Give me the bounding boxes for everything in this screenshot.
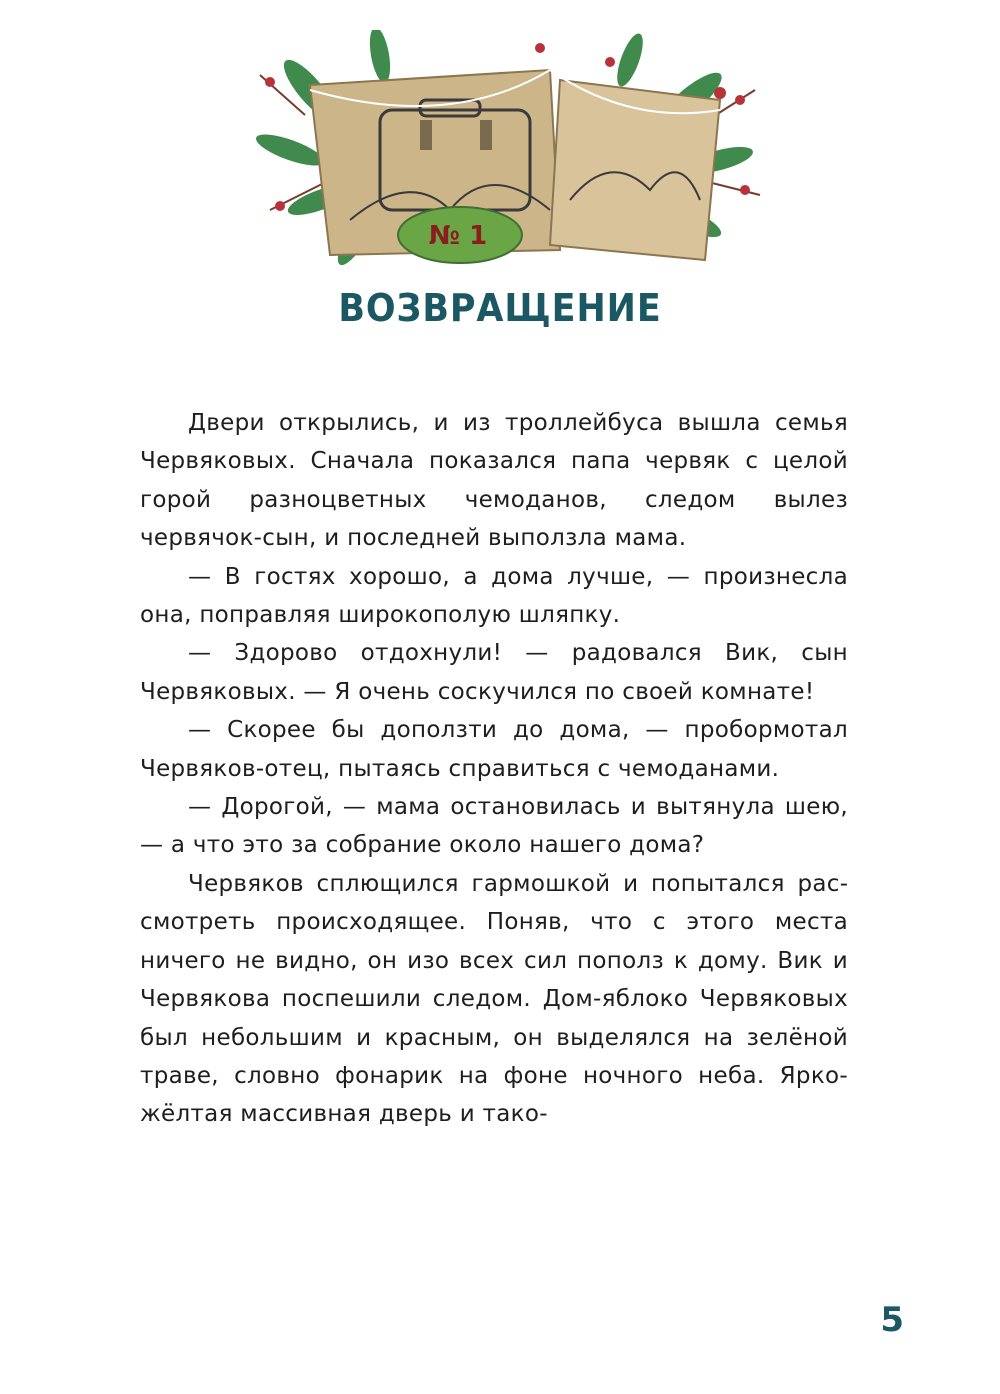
paragraph: — В гостях хорошо, а дома лучше, — произнесла она, поправляя широкополую шляпку. [140,563,848,629]
body-text [140,404,848,1134]
chapter-badge-label: № 1 [428,221,488,251]
paragraph: — Дорогой, — мама остановилась и вытянула шею, — а что это за собрание около нашего дома? [140,794,848,859]
page-number: 5 [880,1300,904,1340]
chapter-title: ВОЗВРАЩЕНИЕ [338,286,662,330]
paragraph: — Скорее бы доползти до дома, — пробормотал Червяков-отец, пытаясь справиться с чемоданами. [140,717,848,782]
paragraph: Двери открылись, и из троллейбуса вышла семья Червяковых. Сначала показался папа червяк с целой горой разноцветных чемоданов, следом вылез червячок-сын, и последней выползла мама. [140,410,848,552]
chapter-illustration [250,30,770,280]
paragraph: Червяков сплющился гармошкой и попытался рассмотреть происходящее. Поняв, что с этого места ничего не видно, он изо всех сил пополз к дому. Вик и Червякова поспешили следом. Дом-яблоко Червяковых был небольшим и красным, он выделялся на зелёной траве, словно фонарик на фоне ночного неба. Ярко-жёлтая массивная дверь и тако- [140,870,848,1128]
paragraph: — Здорово отдохнули! — радовался Вик, сын Червяковых. — Я очень соскучился по своей комнате! [140,640,848,705]
chapter-badge [398,207,522,263]
paper-note-right [550,80,720,260]
